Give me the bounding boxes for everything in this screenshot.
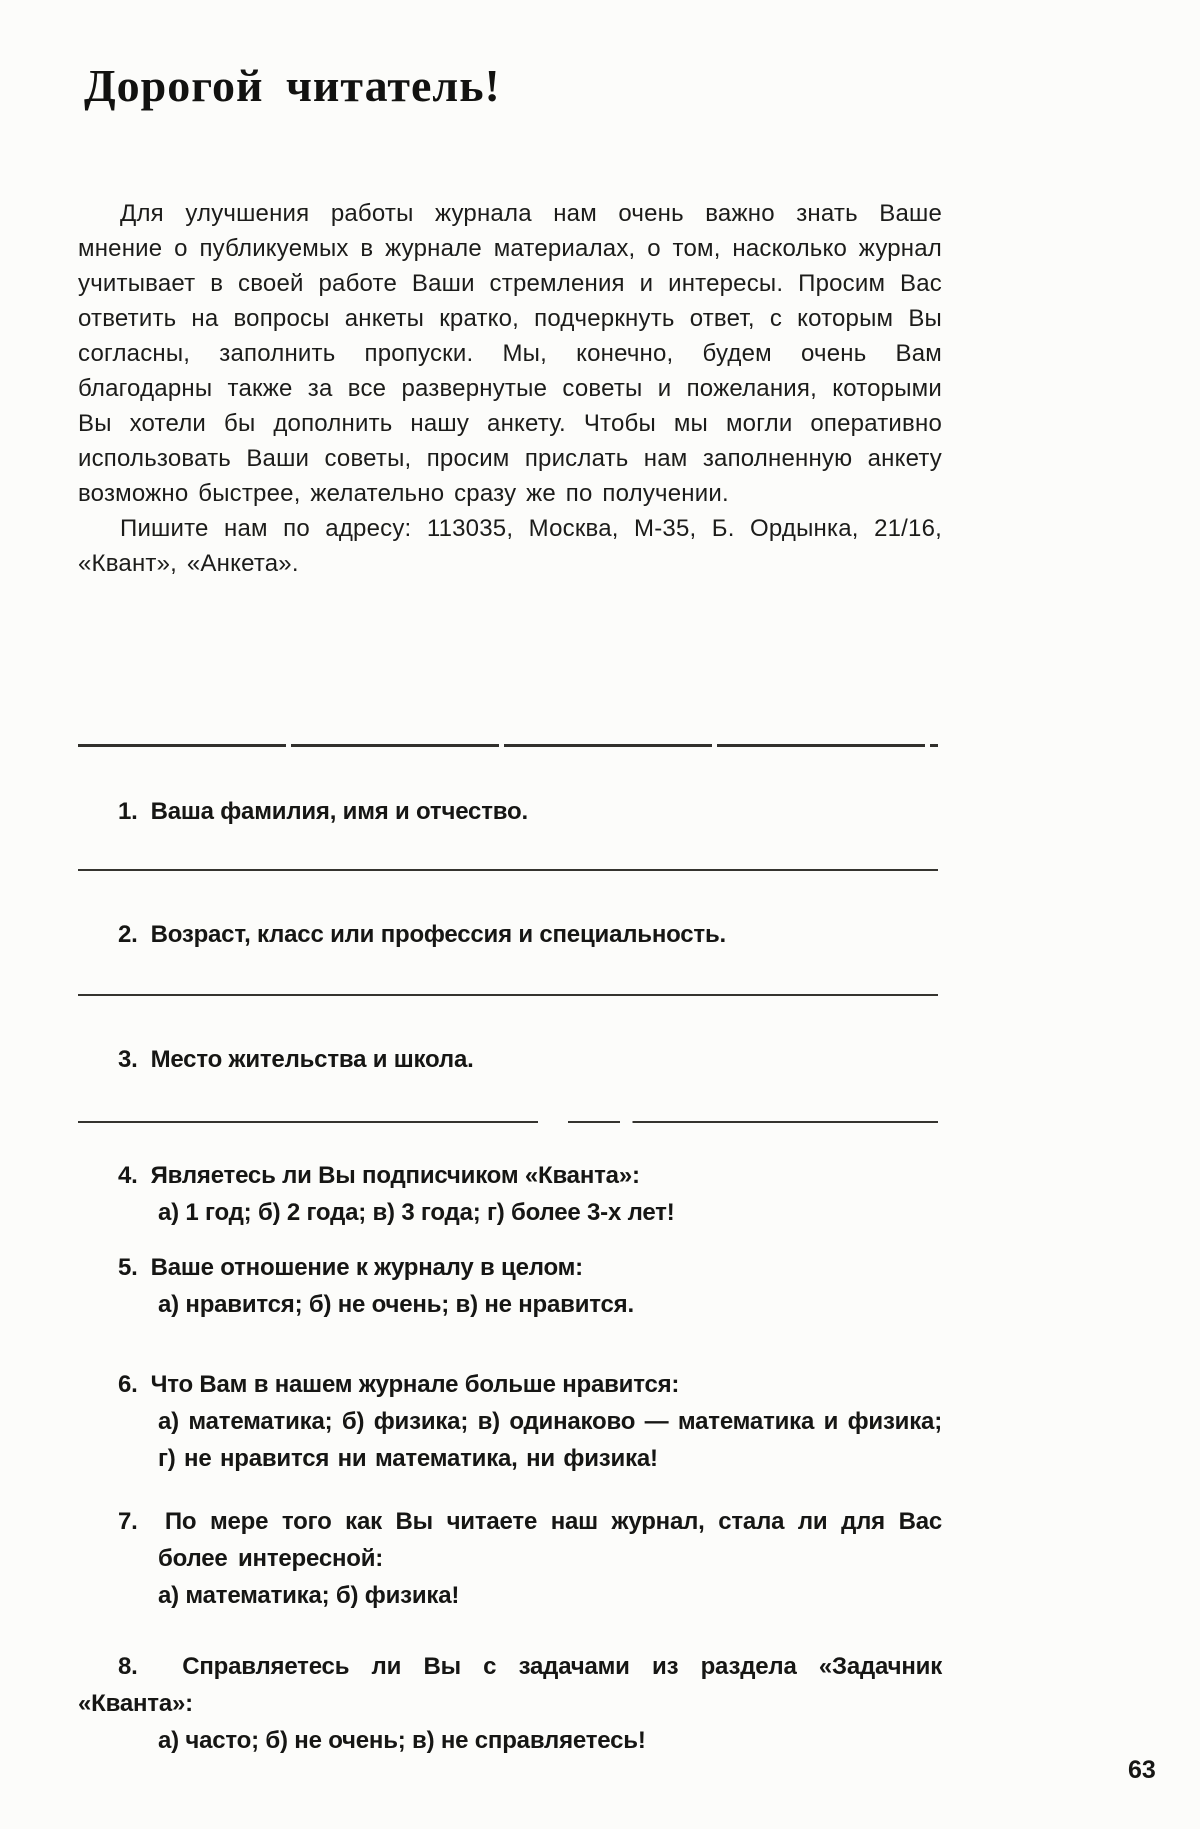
question-text: Являетесь ли Вы подписчиком «Кванта»:	[150, 1162, 640, 1189]
question-6-options: а) математика; б) физика; в) одинаково — математика и физика; г) не нравится ни математика, ни физика!	[158, 1408, 942, 1472]
question-4-head	[78, 1157, 942, 1194]
question-7-head	[78, 1503, 942, 1577]
question-5-head	[78, 1249, 942, 1286]
question-3-head	[78, 1041, 942, 1078]
question-6-head	[78, 1366, 942, 1403]
question-text: Ваше отношение к журналу в целом:	[150, 1254, 583, 1281]
question-7-options: а) математика; б) физика!	[158, 1582, 460, 1609]
question-4	[78, 1157, 942, 1231]
question-text: Место жительства и школа.	[150, 1046, 474, 1073]
question-7	[78, 1503, 942, 1614]
question-text: Что Вам в нашем журнале больше нравится:	[150, 1371, 680, 1398]
intro-block	[78, 196, 942, 581]
question-number: 8.	[118, 1653, 138, 1680]
intro-paragraph: Для улучшения работы журнала нам очень важно знать Ваше мнение о публикуемых в журнале материалах, о том, насколько журнал учитывает в своей работе Ваши стремления и интересы. Просим Вас ответить на вопросы анкеты кратко, подчеркнуть ответ, с которым Вы согласны, заполнить пропуски. Мы, конечно, будем очень Вам благодарны также за все развернутые советы и пожелания, которыми Вы хотели бы дополнить нашу анкету. Чтобы мы могли оперативно использовать Ваши советы, просим прислать нам заполненную анкету возможно быстрее, желательно сразу же по получении.	[78, 200, 942, 507]
question-number: 1.	[118, 798, 138, 825]
question-5	[78, 1249, 942, 1323]
answer-line-2	[78, 994, 938, 996]
question-8	[78, 1648, 942, 1759]
question-number: 2.	[118, 921, 138, 948]
question-number: 4.	[118, 1162, 138, 1189]
question-8-options: а) часто; б) не очень; в) не справляетесь!	[158, 1727, 646, 1754]
address-paragraph: Пишите нам по адресу: 113035, Москва, М-35, Б. Ордынка, 21/16, «Квант», «Анкета».	[78, 515, 942, 577]
answer-line-3	[78, 1121, 938, 1123]
page-number: 63	[1128, 1756, 1156, 1784]
question-5-options: а) нравится; б) не очень; в) не нравится.	[158, 1291, 634, 1318]
question-number: 6.	[118, 1371, 138, 1398]
question-6	[78, 1366, 942, 1477]
question-text: По мере того как Вы читаете наш журнал, стала ли для Вас более интересной:	[158, 1508, 943, 1572]
question-number: 5.	[118, 1254, 138, 1281]
question-2	[78, 916, 942, 953]
question-number: 7.	[118, 1508, 138, 1535]
question-3	[78, 1041, 942, 1078]
question-text: Возраст, класс или профессия и специальность.	[150, 921, 726, 948]
question-number: 3.	[118, 1046, 138, 1073]
section-separator-line	[78, 744, 938, 747]
question-4-options: а) 1 год; б) 2 года; в) 3 года; г) более 3-х лет!	[158, 1199, 675, 1226]
question-8-head	[78, 1648, 942, 1722]
question-2-head	[78, 916, 942, 953]
question-1-head	[78, 793, 942, 830]
question-text: Ваша фамилия, имя и отчество.	[150, 798, 528, 825]
page-title: Дорогой читатель!	[84, 59, 501, 111]
question-text: Справляетесь ли Вы с задачами из раздела «Задачник «Кванта»:	[78, 1653, 943, 1717]
question-1	[78, 793, 942, 830]
answer-line-1	[78, 869, 938, 871]
